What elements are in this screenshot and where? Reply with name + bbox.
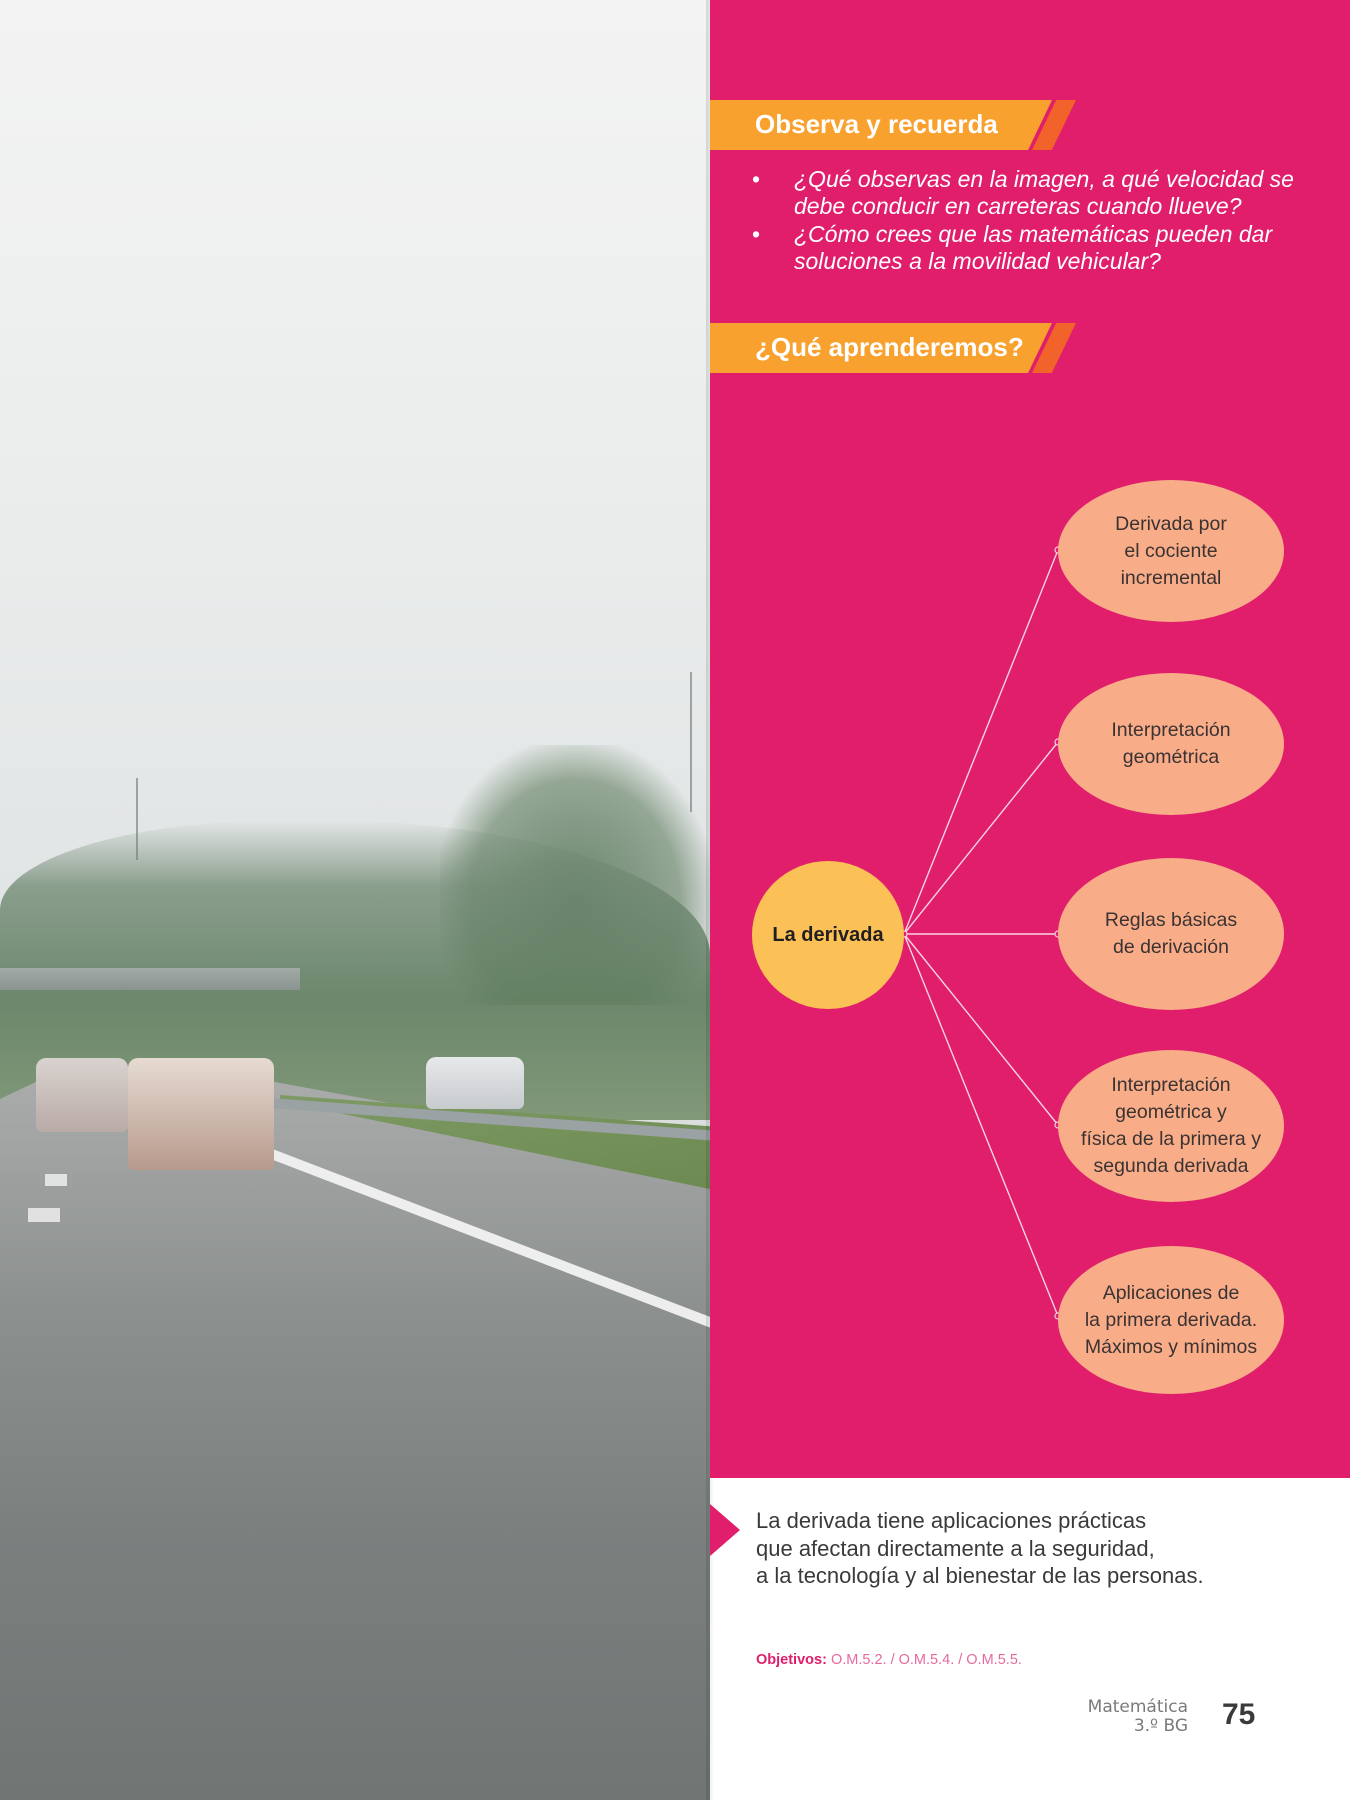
mindmap-node-label: Interpretación geométrica y física de la primera y segunda derivada (1081, 1074, 1261, 1177)
mindmap-node-label: Reglas básicas de derivación (1104, 909, 1238, 958)
objectives-value: O.M.5.2. / O.M.5.4. / O.M.5.5. (830, 1652, 1022, 1668)
connector-line (904, 550, 1058, 934)
section-title-observa: Observa y recuerda (755, 109, 998, 139)
question-text: ¿Cómo crees que las matemáticas pueden dar soluciones a la movilidad vehicular? (794, 221, 1273, 274)
mindmap-node-fisica (1058, 1050, 1284, 1202)
mindmap-center-label: La derivada (772, 923, 884, 946)
mindmap-node-label: Interpretación geométrica (1111, 719, 1231, 768)
bullet: • (752, 221, 761, 247)
mindmap-node-reglas (1058, 858, 1284, 1010)
bullet: • (752, 166, 761, 192)
mindmap-node-aplicaciones (1058, 1246, 1284, 1394)
summary-pointer (710, 1504, 740, 1556)
section-title-aprenderemos: ¿Qué aprenderemos? (755, 332, 1024, 362)
mindmap-node-label: Derivada por el cociente incremental (1115, 512, 1227, 589)
footer-subject (1030, 1698, 1188, 1736)
objectives-label: Objetivos: (756, 1652, 827, 1668)
footer-grade: 3.º BG (1133, 1716, 1188, 1736)
footer-subject-name: Matemática (1087, 1697, 1188, 1717)
mindmap-node-cociente (1058, 480, 1284, 622)
mindmap-node-interpretacion (1058, 673, 1284, 815)
connector-line (904, 742, 1058, 934)
connector-line (904, 934, 1058, 1316)
mindmap-center-node (752, 861, 904, 1009)
mindmap-node-label: Aplicaciones de la primera derivada. Máximos y mínimos (1084, 1281, 1258, 1358)
question-text: ¿Qué observas en la imagen, a qué velocidad se debe conducir en carreteras cuando llueve? (794, 166, 1294, 219)
objectives-line (756, 1652, 1022, 1668)
page-number: 75 (1222, 1698, 1256, 1731)
summary-text: La derivada tiene aplicaciones prácticas que afectan directamente a la seguridad, a la tecnología y al bienestar de las personas. (756, 1508, 1204, 1588)
connector-line (904, 934, 1058, 1125)
